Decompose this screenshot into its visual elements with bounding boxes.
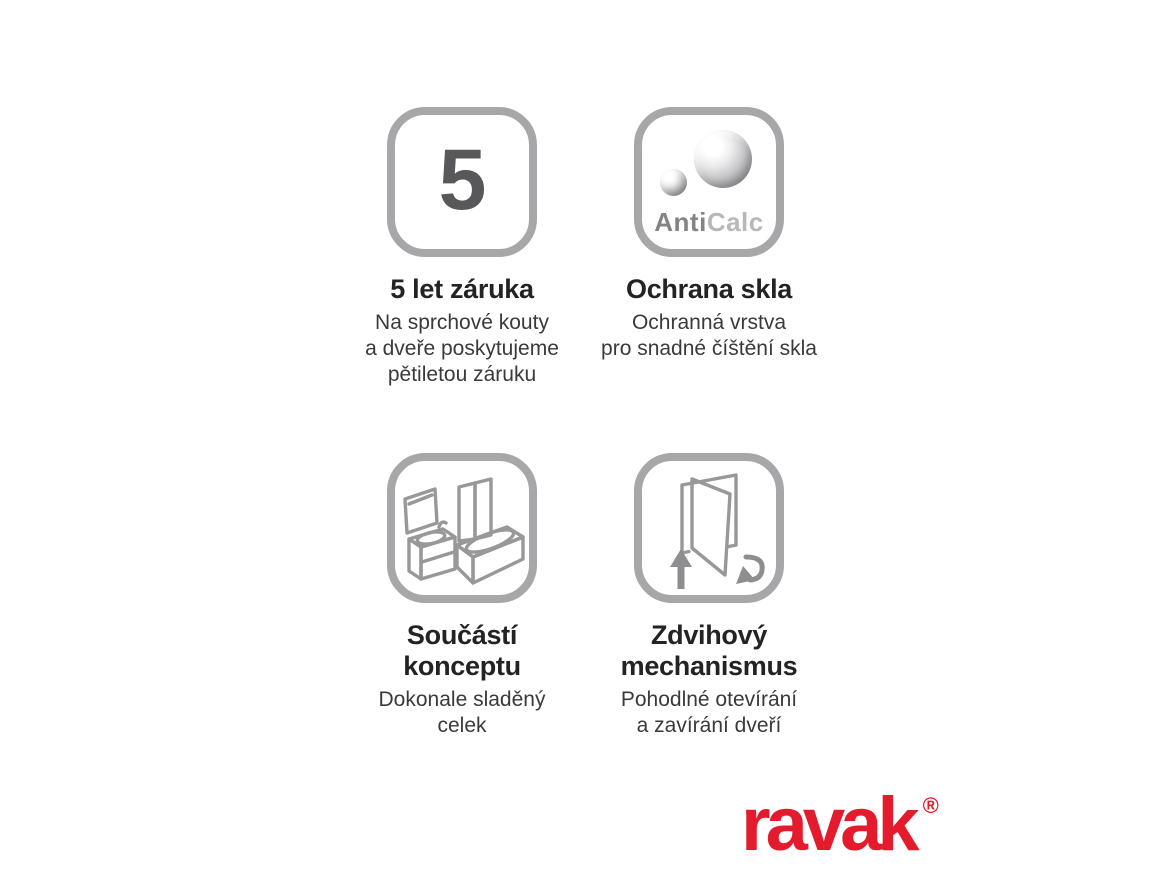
concept-badge — [387, 453, 537, 603]
lifting-door-icon — [642, 461, 776, 595]
feature-description-line: a dveře poskytujeme — [365, 337, 559, 360]
anticalc-badge — [634, 107, 784, 257]
feature-description — [327, 310, 597, 388]
feature-description-line: pětiletou záruku — [387, 363, 537, 386]
rotate-arrow-icon — [736, 557, 762, 584]
feature-description-line: Ochranná vrstva — [631, 311, 787, 334]
anticalc-label — [642, 207, 776, 238]
ravak-logo — [741, 782, 939, 867]
feature-description-line: a zavírání dveří — [636, 714, 782, 737]
water-drop-icon — [694, 130, 752, 188]
feature-title — [574, 274, 844, 305]
feature-title-line: Ochrana skla — [626, 274, 792, 304]
feature-title — [574, 620, 844, 682]
warranty-badge — [387, 107, 537, 257]
feature-title-line: 5 let záruka — [390, 274, 534, 304]
feature-description-line: Pohodlné otevírání — [620, 688, 798, 711]
feature-card-concept — [327, 453, 597, 739]
feature-title-line: mechanismus — [620, 651, 798, 681]
ravak-logo-text: ravak — [741, 782, 915, 867]
feature-description-line: pro snadné číštění skla — [601, 337, 817, 360]
feature-title — [327, 274, 597, 305]
number-5-icon: 5 — [438, 131, 486, 228]
feature-card-lift-mechanism — [574, 453, 844, 739]
feature-description — [327, 687, 597, 739]
anticalc-label-calc: Calc — [706, 207, 764, 237]
feature-card-warranty — [327, 107, 597, 388]
registered-trademark: ® — [922, 793, 939, 818]
feature-description-line: celek — [437, 714, 487, 737]
feature-card-glass-protection — [574, 107, 844, 362]
up-arrow-icon — [670, 549, 692, 589]
bathroom-concept-icon — [395, 461, 529, 595]
feature-description-line: Dokonale sladěný — [378, 688, 546, 711]
anticalc-label-anti: Anti — [654, 207, 707, 237]
lift-mechanism-badge — [634, 453, 784, 603]
water-drop-small-icon — [660, 169, 687, 196]
feature-title-line: Součástí — [406, 620, 518, 650]
feature-title-line: Zdvihový — [650, 620, 768, 650]
feature-description — [574, 687, 844, 739]
feature-title-line: konceptu — [403, 651, 521, 681]
feature-description — [574, 310, 844, 362]
feature-description-line: Na sprchové kouty — [375, 311, 549, 334]
feature-title — [327, 620, 597, 682]
